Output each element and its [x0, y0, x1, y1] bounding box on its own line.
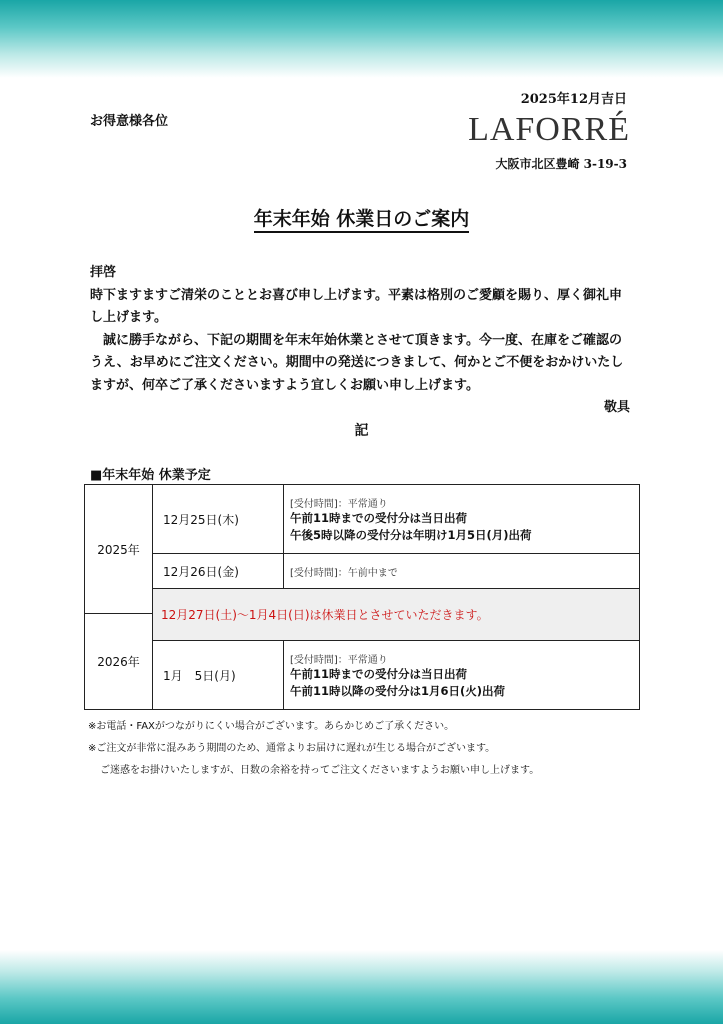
date-cell-jan5 — [152, 640, 284, 710]
page-title — [0, 204, 723, 231]
letter-paragraph-1: 時下ますますご清栄のこととお喜び申し上げます。平素は格別のご愛顧を賜り、厚く御礼申し上げます。 — [90, 287, 622, 325]
date-cell-dec26 — [152, 553, 284, 589]
year-cell-2025 — [84, 484, 153, 614]
bottom-decorative-band — [0, 950, 723, 1024]
letter-closing: 敬具 — [603, 400, 630, 415]
year-label-2026: 2026年 — [97, 655, 140, 669]
date-label-dec26: 12月26日(金) — [163, 564, 239, 579]
date-label-dec25: 12月25日(木) — [163, 512, 239, 527]
date-label-jan5: 1月 5日(月) — [163, 668, 236, 683]
letter-opening: 拝啓 — [90, 265, 117, 280]
shipping-line-2-dec25: 午後5時以降の受付分は年明け1月5日(月)出荷 — [290, 527, 532, 542]
closed-period-row — [152, 588, 640, 641]
footnotes — [88, 716, 648, 782]
footnote-3: ご迷惑をお掛けいたしますが、日数の余裕を持ってご注文くださいますようお願い申し上げます。 — [100, 765, 540, 776]
year-label-2025: 2025年 — [97, 542, 140, 557]
ki-heading: 記 — [354, 423, 369, 439]
schedule-table — [84, 484, 640, 710]
shipping-line-2-jan5: 午前11時以降の受付分は1月6日(火)出荷 — [290, 683, 506, 698]
reception-note-dec26: [受付時間]：午前中まで — [290, 567, 398, 579]
letter-body — [90, 262, 630, 420]
reception-note-dec25: [受付時間]：平常通り — [290, 498, 388, 510]
year-cell-2026 — [84, 613, 153, 710]
top-decorative-band — [0, 0, 723, 78]
closed-period-text: 12月27日(土)～1月4日(日)は休業日とさせていただきます。 — [161, 608, 489, 622]
recipient: お得意様各位 — [90, 114, 169, 129]
footnote-2: ※ご注文が非常に混みあう期間のため、通常よりお届けに遅れが生じる場合がございます。 — [88, 743, 496, 754]
shipping-line-1-jan5: 午前11時までの受付分は当日出荷 — [290, 666, 468, 681]
schedule-heading: ■年末年始 休業予定 — [90, 468, 211, 483]
company-address: 大阪市北区豊崎 3-19-3 — [495, 157, 627, 171]
issue-date: 2025年12月吉日 — [520, 92, 627, 107]
info-cell-jan5 — [283, 640, 640, 710]
company-logo: LAFORRÉ — [468, 111, 630, 148]
info-cell-dec25 — [283, 484, 640, 554]
footnote-1: ※お電話・FAXがつながりにくい場合がございます。あらかじめご了承ください。 — [88, 721, 455, 732]
letter-paragraph-2: 誠に勝手ながら、下記の期間を年末年始休業とさせて頂きます。今一度、在庫をご確認のうえ、お早めにご注文ください。期間中の発送につきまして、何かとご不便をおかけいたしますが、何卒ご了承くださいますよう宜しくお願い申し上げます。 — [90, 332, 624, 393]
date-cell-dec25 — [152, 484, 284, 554]
page-title-text: 年末年始 休業日のご案内 — [254, 208, 470, 233]
info-cell-dec26 — [283, 553, 640, 589]
reception-note-jan5: [受付時間]：平常通り — [290, 654, 388, 666]
shipping-line-1-dec25: 午前11時までの受付分は当日出荷 — [290, 510, 468, 525]
